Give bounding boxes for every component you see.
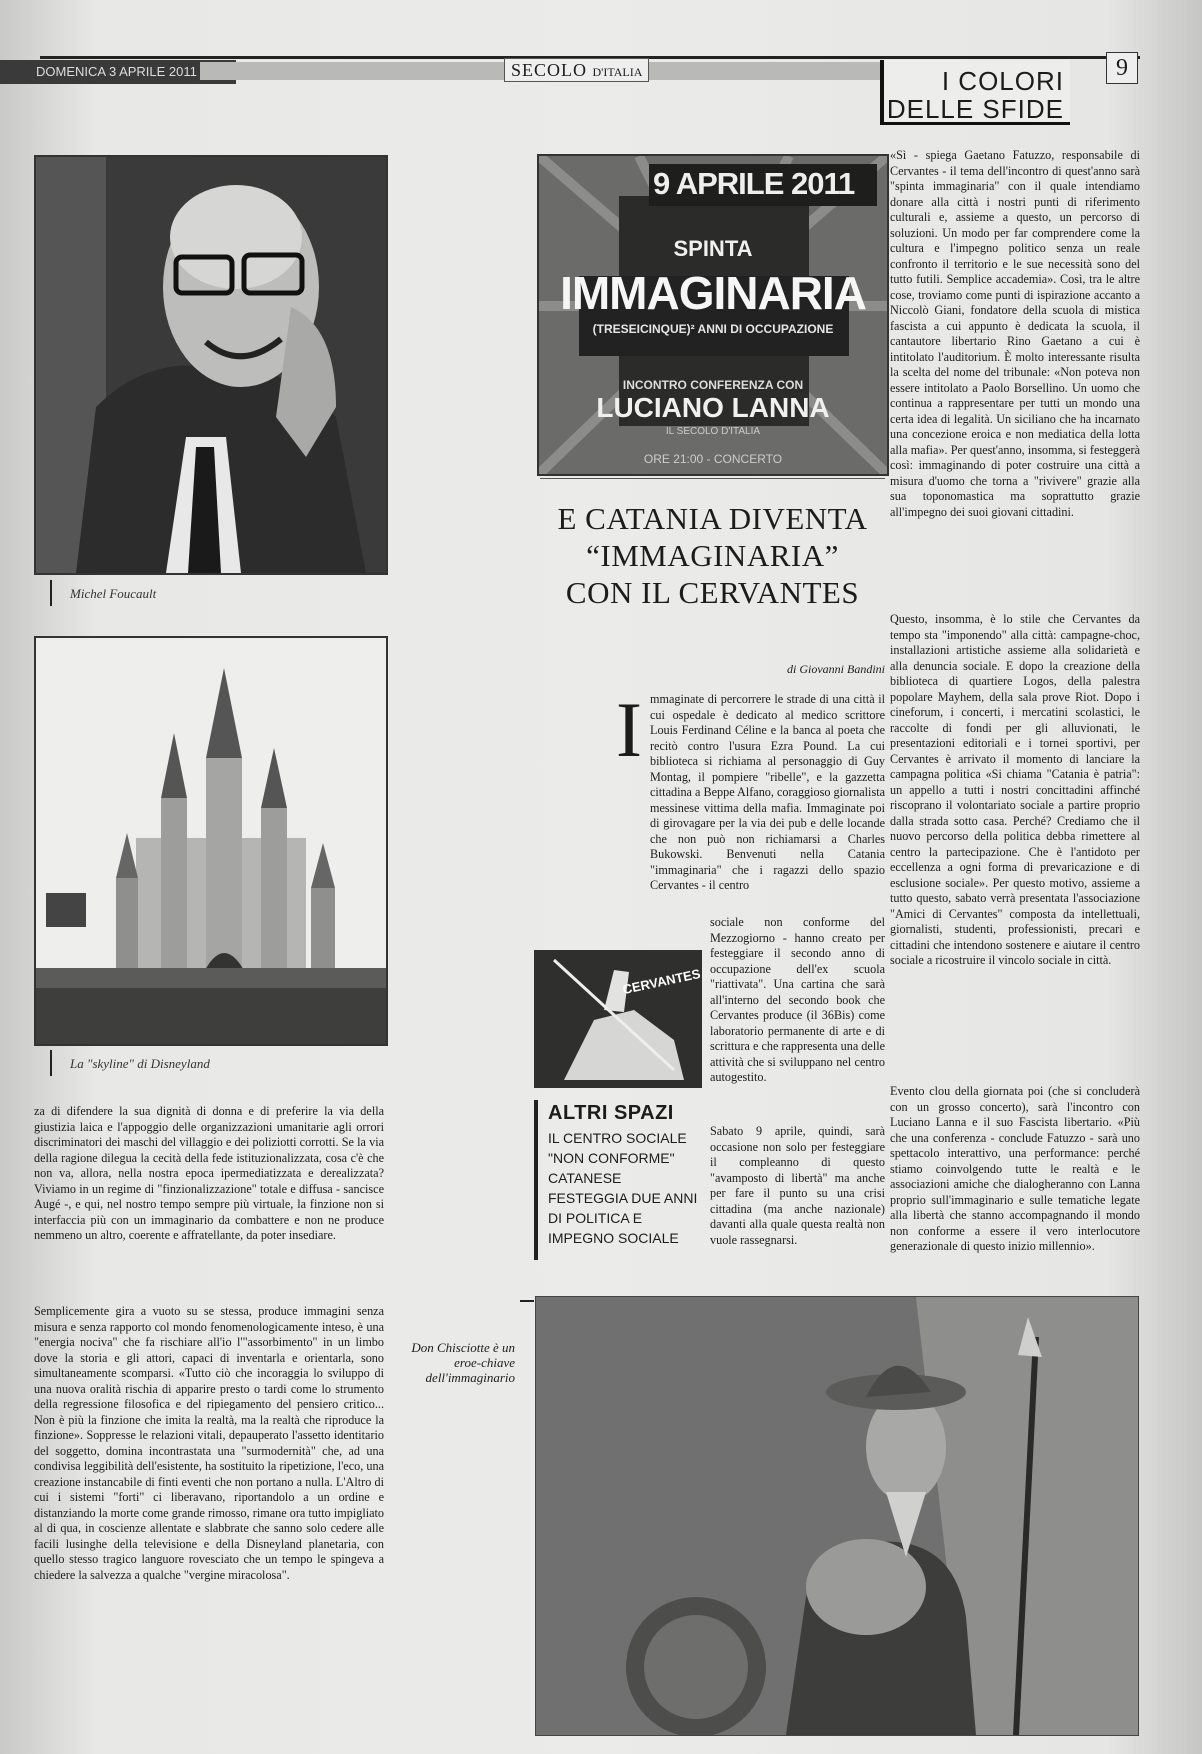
left-paragraph-2: Semplicemente gira a vuoto su se stessa, produce immagini senza misura e senza rapporto col mondo fenomenologicamente inteso, è una "energia nociva" che fa rischiare all'io l'"assorbimento" in un limbo dove la storia e gli attori, capaci di inventarla e orientarla, sono simultaneamente scomparsi. «Tutto ciò che incoraggia lo sviluppo di una nuova oralità rischia di apparire presto o tardi come lo strumento della regressione filosofica e del ripiegamento del pensiero critico... Non è più la finzione che imita la realtà, ma la realtà che riproduce la finzione». Soppresse le relazioni vitali, depauperato l'assetto identitario del soggetto, domina incontrastata una "surmodernità" che, ad una condivisa leggibilità dell'esistente, ha sostituito la ripetizione, l'eco, una creazione instancabile di finti eventi che non portano a nulla. L'Altro di cui i sistemi "forti" ci liberavano, riportandolo a un ordine e distanziando la morte come grande rimosso, rimane ora tutto impigliato al di qua, in coscienze allentate e slabbrate che sanno solo cedere alle facili lusinghe della televisione e della Disneyland planetaria, con quello stesso tragico languore rovesciato che un tempo le spingeva a chiedere la salvezza a qualche "vergine miracolosa". bbox=[34, 1304, 384, 1582]
article-paragraph-1: mmaginate di percorrere le strade di una città il cui ospedale è dedicato al medico scrittore Louis Ferdinand Céline e la banca al poeta che recitò contro l'usura Ezra Pound. La cui biblioteca si richiama al personaggio di Guy Montag, il pompiere "ribelle", e la gazzetta cittadina a Beppe Alfano, coraggioso giornalista messinese vittima della mafia. Immaginate poi di girovagare per la via dei pub e delle locande che non può non richiamarsi a Charles Bukowski. Benvenuti nella Catania "immaginaria" che i ragazzi dello spazio Cervantes - il centro bbox=[650, 692, 885, 892]
right-paragraph-1: «Sì - spiega Gaetano Fatuzzo, responsabile di Cervantes - il tema dell'incontro di quest'anno sarà "spinta immaginaria" con il quale intendiamo donare alla città i nostri punti di riferimento culturali e, assieme a questo, un percorso di soluzioni. Un modo per far comprendere come la cultura e l'impegno politico senza un reale confronto il territorio e le sue necessità sono del tutto futili. Semplice accademia». Così, tra le altre cose, troviamo come punti di ispirazione accanto a Niccolò Giani, fondatore della scuola di mistica fascista a cui appunto è dedicata la scuola, il cantautore libertario Rino Gaetano a cui è intitolato l'auditorium. È molto interessante risulta la scelta del nome del tribunale: «Non poteva non essere intitolato a Paolo Borsellino. Un uomo che continua a rappresentare per tutti un mondo una certa idea di legalità. Un siciliano che ha incarnato una concezione eroica e non mediatica della lotta alla mafia». Per quest'anno, insomma, si festeggerà così: immaginando di poter costruire una città a misura d'uomo che torna a "rivivere" grazie alla sua toponomastica ma soprattutto grazie all'impegno dei suoi giovani cittadini. bbox=[890, 148, 1140, 519]
caption-marker bbox=[50, 1050, 52, 1076]
right-column-text-end bbox=[890, 1084, 1140, 1255]
sidebar-title: ALTRI SPAZI bbox=[548, 1102, 674, 1124]
poster-line4: INCONTRO CONFERENZA CON bbox=[622, 378, 804, 392]
poster-line2: IMMAGINARIA bbox=[560, 267, 866, 319]
photo-foucault bbox=[34, 155, 388, 575]
quixote-illustration bbox=[536, 1297, 1138, 1735]
section-title-line2: DELLE SFIDE bbox=[886, 94, 1064, 124]
issue-date: DOMENICA 3 APRILE 2011 bbox=[0, 60, 236, 84]
article-byline: di Giovanni Bandini bbox=[787, 662, 885, 676]
event-poster bbox=[537, 154, 889, 476]
article-body-start bbox=[650, 692, 885, 894]
cervantes-logo bbox=[534, 950, 702, 1088]
headline-line1: E CATANIA DIVENTA bbox=[557, 501, 868, 536]
photo-disneyland bbox=[34, 636, 388, 1046]
poster-line7: ORE 21:00 - CONCERTO bbox=[643, 452, 783, 466]
newspaper-logo bbox=[504, 58, 649, 82]
article-body-middle bbox=[710, 915, 885, 1086]
right-column-text-middle bbox=[890, 612, 1140, 969]
caption-don-quixote: Don Chisciotte è un eroe-chiave dell'immaginario bbox=[411, 1340, 515, 1385]
page-number: 9 bbox=[1106, 52, 1138, 84]
caption-rule bbox=[520, 1300, 534, 1302]
article-body-end bbox=[710, 1124, 885, 1248]
right-paragraph-3: Evento clou della giornata poi (che si concluderà con un grosso concerto), sarà l'incontro con Luciano Lanna e il suo Fascista libertario. «Più che una conferenza - conclude Fatuzzo - sarà uno spettacolo interattivo, una performance: perché stiamo coinvolgendo tutte le realtà e le associazioni amiche che dialogheranno con Lanna proprio sull'immaginario e sulle tematiche legate alla libertà che stanno accompagnando il mondo non conforme a essere il vero interlocutore generazionale di questo inizio millennio». bbox=[890, 1084, 1140, 1253]
poster-line6: IL SECOLO D'ITALIA bbox=[665, 426, 761, 437]
photo-don-quixote bbox=[535, 1296, 1139, 1736]
sidebar-kicker: IL CENTRO SOCIALE "NON CONFORME" CATANESE FESTEGGIA DUE ANNI DI POLITICA E IMPEGNO SOCIALE bbox=[548, 1130, 698, 1246]
poster-date: 9 APRILE 2011 bbox=[653, 166, 855, 201]
headline-line2: “IMMAGINARIA” bbox=[586, 538, 839, 573]
caption-marker bbox=[50, 580, 52, 606]
sidebar-marker bbox=[534, 1100, 538, 1260]
caption-disneyland: La "skyline" di Disneyland bbox=[70, 1056, 210, 1071]
logo-sub: D'ITALIA bbox=[592, 65, 643, 79]
left-column-text bbox=[34, 1104, 384, 1244]
poster-line5: LUCIANO LANNA bbox=[596, 392, 830, 423]
logo-main: SECOLO bbox=[511, 60, 588, 80]
poster-line3: (TRESEICINQUE)² ANNI DI OCCUPAZIONE bbox=[592, 322, 834, 336]
caption-foucault: Michel Foucault bbox=[70, 586, 157, 601]
article-paragraph-2: sociale non conforme del Mezzogiorno - hanno creato per festeggiare il secondo anno di occupazione dell'ex scuola "riattivata". Una cartina che sarà all'interno del secondo book che Cervantes produce (il 36Bis) come laboratorio permanente di arte e di scrittura e che rappresenta una delle attività che si sviluppano nel centro autogestito. bbox=[710, 915, 885, 1084]
portrait-illustration bbox=[36, 157, 386, 573]
right-column-text bbox=[890, 148, 1140, 520]
article-paragraph-3: Sabato 9 aprile, quindi, sarà occasione non solo per festeggiare il compleanno di questo "avamposto di libertà" ma anche per fare il punto su una crisi cittadina (ma anche nazionale) davanti alla quale questa realtà non vuole rassegnarsi. bbox=[710, 1124, 885, 1247]
headline-line3: CON IL CERVANTES bbox=[565, 575, 860, 610]
drop-cap: I bbox=[616, 686, 642, 773]
left-paragraph-1: za di difendere la sua dignità di donna e di preferire la via della giustizia laica e l'appoggio delle organizzazioni umanitarie agli orrori discriminatori dei maschi del villaggio e dei poliziotti corrotti. Se la via della ragione dilegua la cecità della fede istituzionalizzata, cosa c'è che non va, allora, nella nostra epoca ipermediatizzata e derealizzata? Viviamo in un regime di "finzionalizzazione" totale e diffusa - sancisce Augé -, e qui, nel nostro tempo sempre più virtuale, la finzione non si interfaccia più con un immaginario da combattere e non ne produce nemmeno un altro, coerente e affratellante, da poter insediare. bbox=[34, 1104, 384, 1242]
left-column-text-continued bbox=[34, 1304, 384, 1583]
section-title-line1: I COLORI bbox=[941, 66, 1064, 96]
right-paragraph-2: Questo, insomma, è lo stile che Cervantes da tempo sta "imponendo" alla città: campagne-choc, installazioni artistiche assieme alla solidarietà e alla denuncia sociale. E dopo la creazione della biblioteca di quartiere Logos, della palestra popolare Mayhem, della sala prove Riot. Dopo i cineforum, i concerti, i mercatini scolastici, le raccolte di fondi per gli alluvionati, le presentazioni editoriali e i tornei sportivi, per Cervantes è arrivato il momento di lanciare la campagna politica «Si chiama "Catania è patria": un appello a tutti i nostri concittadini affinché riscoprano il volontariato sociale a partire proprio dalla strada sotto casa. Perché? Crediamo che il nuovo percorso della politica debba rimettere al centro la partecipazione. Che è l'antidoto per eccellenza a ogni forma di prevaricazione e di esclusione sociale». Per questo motivo, assieme a tutto questo, sabato verrà presentata l'associazione "Amici di Cervantes" composta da intellettuali, giornalisti, studenti, professionisti, precari e cittadini che intendono sostenere e aiutare il centro sociale a ricostruire il vincolo sociale in città. bbox=[890, 612, 1140, 967]
poster-line1: SPINTA bbox=[673, 236, 753, 261]
cervantes-label: CERVANTES bbox=[621, 965, 702, 998]
headline-rule bbox=[540, 478, 885, 479]
article-headline bbox=[540, 500, 885, 611]
castle-illustration bbox=[36, 638, 386, 1044]
section-title bbox=[880, 60, 1070, 125]
